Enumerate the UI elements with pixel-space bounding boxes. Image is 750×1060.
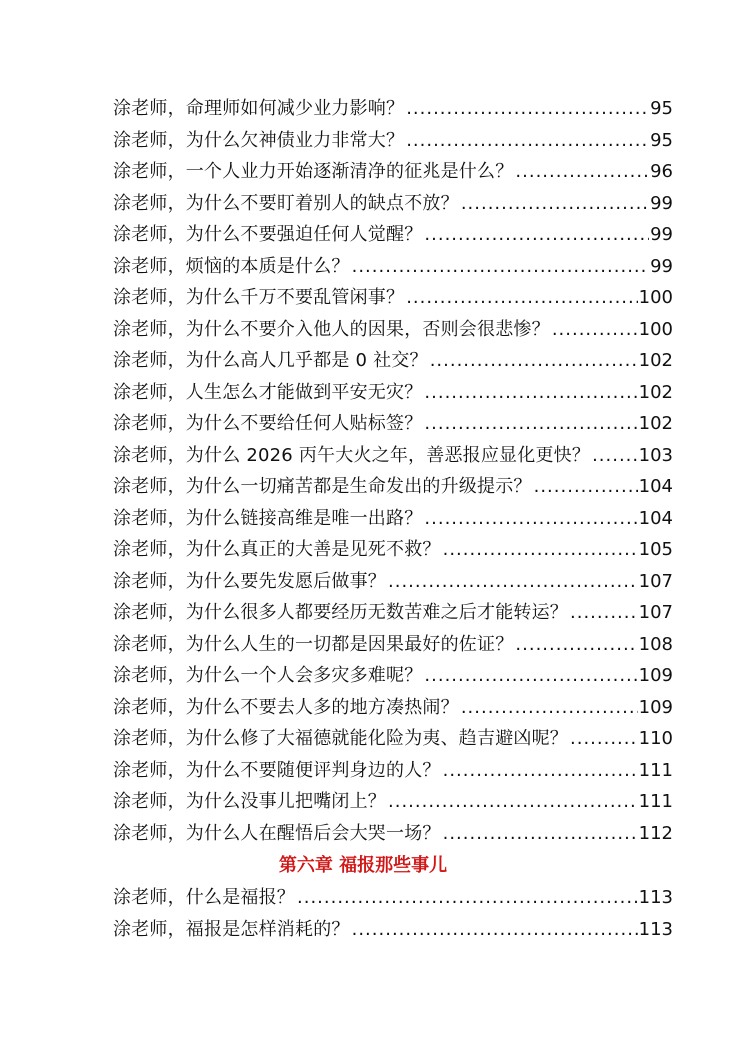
toc-entry-title: 涂老师，为什么很多人都要经历无数苦难之后才能转运？ (113, 602, 568, 623)
toc-entry-page-number: 107 (638, 602, 673, 623)
dot-leader (513, 629, 637, 661)
toc-entry-page-number: 108 (638, 633, 673, 655)
toc-entry[interactable] (113, 660, 673, 692)
dot-leader (422, 377, 637, 409)
toc-entry[interactable] (113, 503, 673, 535)
toc-entry-page-number: 99 (650, 224, 673, 245)
toc-entry[interactable] (113, 125, 673, 157)
dot-leader (441, 818, 638, 850)
toc-entry[interactable] (113, 251, 673, 283)
toc-entry-page-number: 102 (638, 350, 673, 371)
toc-entry[interactable] (113, 156, 673, 188)
dot-leader (404, 93, 649, 125)
toc-entry[interactable] (113, 471, 673, 503)
toc-entry-title: 涂老师，为什么不要去人多的地方凑热闹？ (113, 696, 459, 718)
dot-leader (404, 282, 637, 314)
toc-entry-page-number: 103 (638, 444, 673, 466)
toc-entry-title: 涂老师，为什么人在醒悟后会大哭一场？ (113, 822, 441, 844)
toc-entry-page-number: 113 (638, 887, 673, 908)
dot-leader (295, 882, 638, 914)
toc-entry[interactable] (113, 408, 673, 440)
toc-entry[interactable] (113, 629, 673, 661)
dot-leader (404, 125, 649, 157)
toc-entry-page-number: 109 (638, 696, 673, 718)
toc-entry-page-number: 113 (638, 918, 673, 940)
toc-entry[interactable] (113, 818, 673, 850)
dot-leader (568, 597, 638, 629)
toc-entry-title: 涂老师，为什么链接高维是唯一出路？ (113, 507, 423, 529)
toc-entry-title: 涂老师，为什么高人几乎都是 0 社交？ (113, 350, 428, 371)
toc-entry-title: 涂老师，福报是怎样消耗的？ (113, 918, 350, 940)
toc-entry-page-number: 100 (638, 287, 673, 308)
toc-entry-page-number: 107 (638, 570, 673, 592)
toc-entry-page-number: 99 (650, 255, 673, 277)
toc-entry[interactable] (113, 345, 673, 377)
dot-leader (568, 723, 638, 755)
dot-leader (422, 660, 637, 692)
toc-entry-page-number: 96 (650, 161, 673, 182)
toc-entry[interactable] (113, 882, 673, 914)
toc-entry[interactable] (113, 597, 673, 629)
toc-entry-title: 涂老师，为什么要先发愿后做事？ (113, 570, 386, 592)
toc-entry-title: 涂老师，为什么不要介入他人的因果，否则会很悲惨？ (113, 318, 550, 340)
toc-entry[interactable] (113, 786, 673, 818)
toc-entry[interactable] (113, 534, 673, 566)
toc-entry-page-number: 109 (638, 665, 673, 686)
toc-entry-title: 涂老师，为什么修了大福德就能化险为夷、趋吉避凶呢？ (113, 728, 568, 749)
dot-leader (350, 914, 638, 946)
dot-leader (459, 188, 649, 220)
dot-leader (550, 314, 638, 346)
toc-entry[interactable] (113, 440, 673, 472)
toc-entry[interactable] (113, 282, 673, 314)
dot-leader (422, 503, 637, 535)
toc-entry[interactable] (113, 377, 673, 409)
dot-leader (590, 440, 638, 472)
chapter-heading: 第六章 福报那些事儿 (278, 855, 448, 876)
toc-entry-page-number: 102 (638, 413, 673, 434)
toc-entry-page-number: 110 (638, 728, 673, 749)
toc-entry[interactable] (113, 566, 673, 598)
toc-entry-title: 涂老师，命理师如何减少业力影响？ (113, 98, 405, 119)
toc-entry-title: 涂老师，为什么不要强迫任何人觉醒？ (113, 224, 423, 245)
dot-leader (441, 534, 638, 566)
toc-entry[interactable] (113, 314, 673, 346)
dot-leader (428, 345, 638, 377)
toc-entry-page-number: 95 (650, 98, 673, 119)
dot-leader (350, 251, 649, 283)
toc-entry-page-number: 111 (638, 759, 673, 781)
toc-entry-page-number: 105 (638, 539, 673, 560)
toc-entry-title: 涂老师，为什么真正的大善是见死不救？ (113, 539, 441, 560)
toc-entry-title: 涂老师，一个人业力开始逐渐清净的征兆是什么？ (113, 161, 514, 182)
toc-entry-title: 涂老师，为什么不要随便评判身边的人？ (113, 759, 441, 781)
dot-leader (422, 219, 649, 251)
toc-entries-group (113, 93, 673, 849)
dot-leader (422, 408, 637, 440)
dot-leader (532, 471, 638, 503)
toc-entry[interactable] (113, 219, 673, 251)
dot-leader (386, 786, 638, 818)
toc-entry-title: 涂老师，为什么人生的一切都是因果最好的佐证？ (113, 633, 514, 655)
toc-entry-title: 涂老师，烦恼的本质是什么？ (113, 255, 350, 277)
toc-entry[interactable] (113, 93, 673, 125)
toc-entry-title: 涂老师，为什么欠神债业力非常大？ (113, 129, 405, 151)
toc-entry[interactable] (113, 188, 673, 220)
toc-entry-title: 涂老师，为什么千万不要乱管闲事？ (113, 287, 405, 308)
toc-entry-title: 涂老师，为什么一个人会多灾多难呢？ (113, 665, 423, 686)
dot-leader (386, 566, 638, 598)
toc-entry-title: 涂老师，什么是福报？ (113, 887, 295, 908)
toc-entry-page-number: 112 (638, 822, 673, 844)
toc-entries-group (113, 882, 673, 945)
dot-leader (459, 692, 638, 724)
dot-leader (441, 755, 638, 787)
toc-entry-title: 涂老师，为什么 2026 丙午大火之年，善恶报应显化更快？ (113, 444, 591, 466)
toc-entry-page-number: 95 (650, 129, 673, 151)
toc-entry-title: 涂老师，人生怎么才能做到平安无灾？ (113, 381, 423, 403)
dot-leader (513, 156, 649, 188)
toc-entry-page-number: 104 (638, 476, 673, 497)
toc-entry-title: 涂老师，为什么没事儿把嘴闭上？ (113, 791, 386, 812)
toc-entry-page-number: 102 (638, 381, 673, 403)
toc-entry-title: 涂老师，为什么不要盯着别人的缺点不放？ (113, 192, 459, 214)
table-of-contents (113, 93, 673, 945)
toc-entry-page-number: 104 (638, 507, 673, 529)
toc-entry-page-number: 111 (638, 791, 673, 812)
toc-entry-title: 涂老师，为什么不要给任何人贴标签？ (113, 413, 423, 434)
toc-entry-title: 涂老师，为什么一切痛苦都是生命发出的升级提示？ (113, 476, 532, 497)
toc-entry[interactable] (113, 692, 673, 724)
toc-entry[interactable] (113, 755, 673, 787)
toc-entry-page-number: 100 (638, 318, 673, 340)
toc-entry[interactable] (113, 914, 673, 946)
toc-entry[interactable] (113, 723, 673, 755)
toc-entry-page-number: 99 (650, 192, 673, 214)
